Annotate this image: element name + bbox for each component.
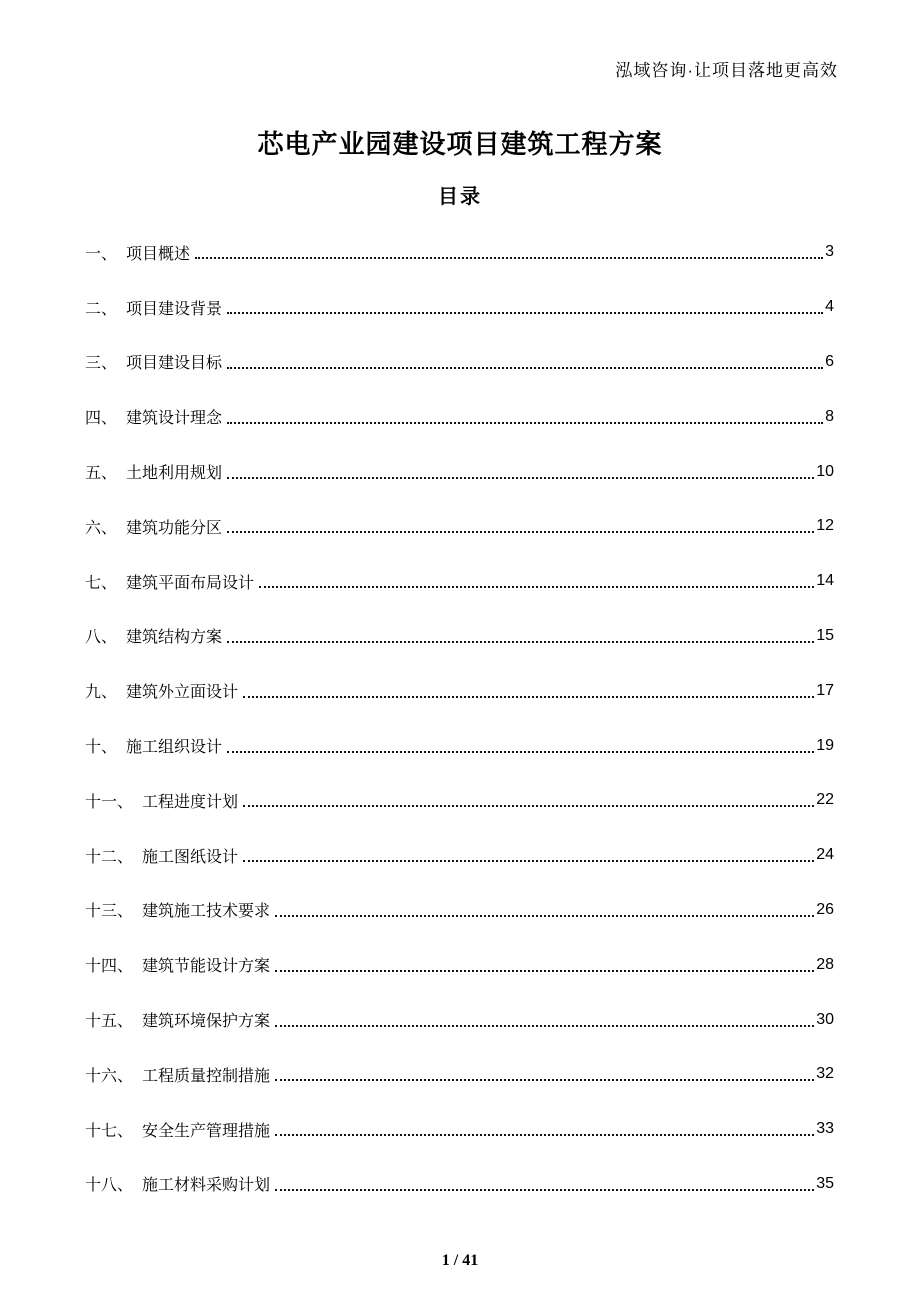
toc-dot-leader — [227, 751, 814, 753]
toc-entry[interactable] — [85, 499, 834, 554]
toc-entry[interactable] — [85, 828, 834, 883]
toc-entry-page: 24 — [816, 846, 834, 864]
toc-entry-label: 建筑节能设计方案 — [142, 958, 271, 976]
toc-entry[interactable] — [85, 1102, 834, 1157]
toc-entry[interactable] — [85, 389, 834, 444]
toc-entry-page: 28 — [816, 955, 834, 973]
toc-entry[interactable] — [85, 335, 834, 390]
toc-heading: 目录 — [438, 186, 482, 208]
document-title: 芯电产业园建设项目建筑工程方案 — [257, 129, 663, 159]
toc-entry[interactable] — [85, 718, 834, 773]
toc-entry[interactable] — [85, 937, 834, 992]
toc-entry-label: 工程进度计划 — [142, 793, 239, 811]
toc-entry-page: 8 — [825, 407, 834, 425]
toc-entry-label: 建筑结构方案 — [126, 629, 223, 647]
toc-entry-label: 建筑环境保护方案 — [142, 1013, 271, 1031]
toc-dot-leader — [243, 696, 814, 698]
toc-entry-number: 十五、 — [85, 1013, 134, 1031]
toc-entry-label: 施工材料采购计划 — [142, 1177, 271, 1195]
toc-entry-number: 十四、 — [85, 958, 134, 976]
toc-entry-page: 30 — [816, 1010, 834, 1028]
toc-entry-page: 35 — [816, 1174, 834, 1192]
toc-dot-leader — [227, 312, 823, 314]
toc-entry[interactable] — [85, 225, 834, 280]
toc-entry-page: 32 — [816, 1065, 834, 1083]
toc-entry-number: 八、 — [85, 629, 118, 647]
toc-entry-page: 14 — [816, 572, 834, 590]
toc-entry-number: 六、 — [85, 519, 118, 537]
toc-entry[interactable] — [85, 1047, 834, 1102]
toc-entry[interactable] — [85, 609, 834, 664]
toc-entry-number: 十二、 — [85, 848, 134, 866]
toc-entry[interactable] — [85, 883, 834, 938]
toc-entry-label: 土地利用规划 — [126, 465, 223, 483]
toc-entry-label: 建筑施工技术要求 — [142, 903, 271, 921]
toc-entry-page: 17 — [816, 681, 834, 699]
toc-dot-leader — [243, 805, 814, 807]
toc-entry-number: 十一、 — [85, 793, 134, 811]
table-of-contents — [85, 225, 834, 1211]
toc-dot-leader — [227, 367, 823, 369]
toc-entry-page: 3 — [825, 243, 834, 261]
toc-dot-leader — [227, 422, 823, 424]
toc-entry-label: 施工图纸设计 — [142, 848, 239, 866]
toc-entry[interactable] — [85, 280, 834, 335]
toc-entry-number: 四、 — [85, 410, 118, 428]
toc-entry-number: 十七、 — [85, 1122, 134, 1140]
toc-entry-page: 6 — [825, 352, 834, 370]
toc-dot-leader — [275, 1025, 814, 1027]
toc-dot-leader — [275, 970, 814, 972]
toc-entry[interactable] — [85, 663, 834, 718]
toc-entry-label: 工程质量控制措施 — [142, 1067, 271, 1085]
toc-entry-page: 22 — [816, 791, 834, 809]
toc-entry[interactable] — [85, 992, 834, 1047]
toc-entry-number: 九、 — [85, 684, 118, 702]
toc-entry[interactable] — [85, 444, 834, 499]
toc-entry-number: 十八、 — [85, 1177, 134, 1195]
toc-entry[interactable] — [85, 554, 834, 609]
toc-entry-label: 项目建设目标 — [126, 355, 223, 373]
toc-dot-leader — [227, 531, 814, 533]
page-number-indicator: 1 / 41 — [441, 1252, 479, 1269]
toc-entry-page: 12 — [816, 517, 834, 535]
toc-entry-label: 建筑功能分区 — [126, 519, 223, 537]
toc-dot-leader — [275, 1079, 814, 1081]
toc-entry-number: 十三、 — [85, 903, 134, 921]
toc-dot-leader — [259, 586, 814, 588]
toc-dot-leader — [275, 1189, 814, 1191]
toc-dot-leader — [243, 860, 814, 862]
toc-entry-number: 二、 — [85, 300, 118, 318]
toc-entry-label: 安全生产管理措施 — [142, 1122, 271, 1140]
toc-entry-label: 建筑设计理念 — [126, 410, 223, 428]
toc-dot-leader — [275, 1134, 814, 1136]
toc-entry-number: 三、 — [85, 355, 118, 373]
toc-entry-number: 十六、 — [85, 1067, 134, 1085]
toc-entry-page: 10 — [816, 462, 834, 480]
toc-entry-page: 4 — [825, 298, 834, 316]
toc-entry-number: 一、 — [85, 245, 118, 263]
toc-dot-leader — [227, 641, 814, 643]
toc-entry-label: 项目概述 — [126, 245, 191, 263]
toc-entry-page: 26 — [816, 900, 834, 918]
toc-entry-number: 五、 — [85, 465, 118, 483]
toc-dot-leader — [275, 915, 814, 917]
toc-entry-label: 施工组织设计 — [126, 739, 223, 757]
toc-dot-leader — [195, 257, 823, 259]
toc-entry-page: 33 — [816, 1120, 834, 1138]
toc-entry[interactable] — [85, 773, 834, 828]
toc-entry-label: 建筑外立面设计 — [126, 684, 239, 702]
toc-entry-page: 15 — [816, 626, 834, 644]
toc-entry[interactable] — [85, 1157, 834, 1212]
toc-entry-label: 项目建设背景 — [126, 300, 223, 318]
header-brand-text: 泓域咨询·让项目落地更高效 — [615, 61, 838, 80]
toc-entry-number: 七、 — [85, 574, 118, 592]
toc-entry-label: 建筑平面布局设计 — [126, 574, 255, 592]
toc-entry-number: 十、 — [85, 739, 118, 757]
toc-dot-leader — [227, 477, 814, 479]
toc-entry-page: 19 — [816, 736, 834, 754]
